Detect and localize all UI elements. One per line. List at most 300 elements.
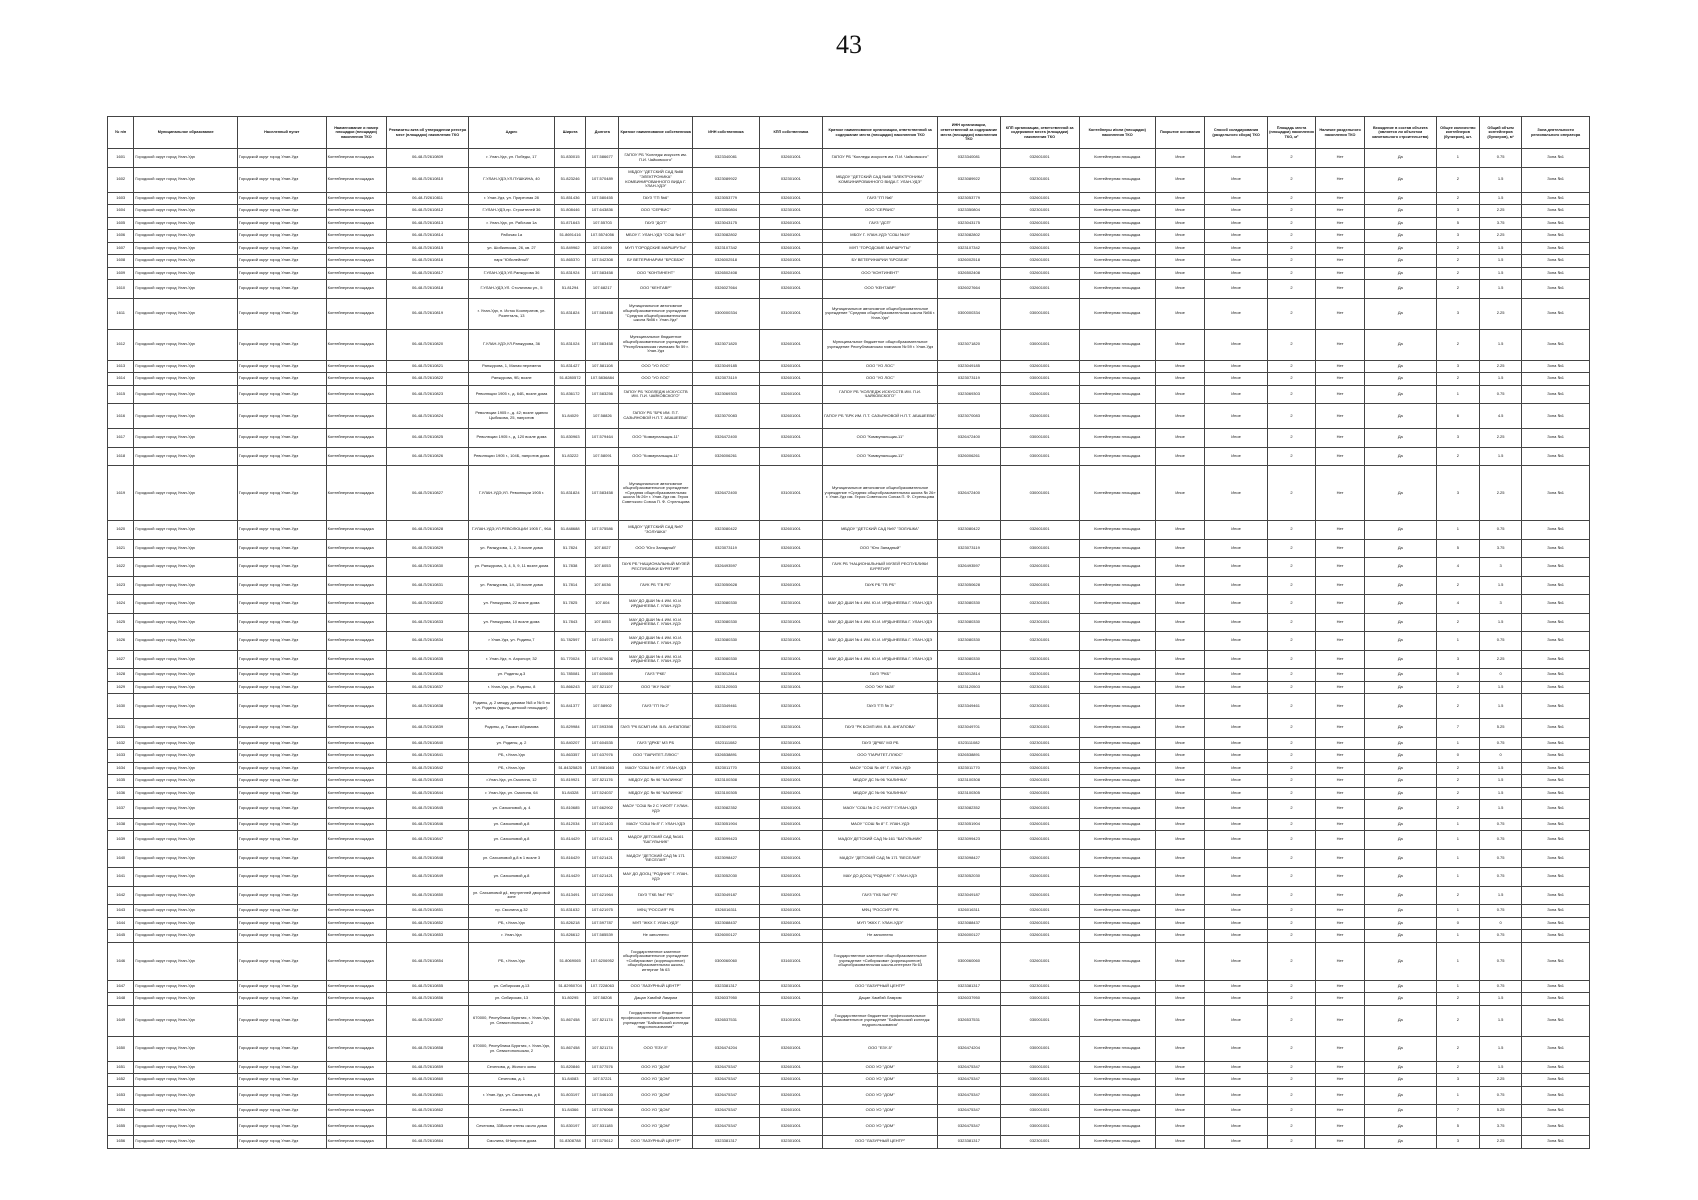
- table-cell: Контейнерная площадка: [1079, 750, 1155, 763]
- table-cell: 06-48-П/2610854: [386, 942, 468, 980]
- table-cell: Городской округ город Улан-Удэ: [134, 681, 238, 694]
- table-cell: 107.583458: [586, 329, 619, 360]
- table-cell: Контейнерная площадка: [1079, 298, 1155, 329]
- table-cell: 030001001: [1000, 429, 1079, 448]
- table-cell: 2.25: [1480, 429, 1522, 448]
- table-cell: МБДОУ "ДЕТСКИЙ САД №97 "ЗОЛУШКА": [619, 521, 693, 540]
- table-cell: Иное: [1155, 242, 1205, 255]
- table-cell: Зона №1: [1522, 1117, 1590, 1136]
- table-row: [108, 818, 1590, 831]
- table-cell: Иное: [1155, 849, 1205, 868]
- table-cell: Нет: [1316, 1105, 1365, 1118]
- table-cell: МУП "ГОРОДСКИЕ МАРШРУТЫ": [619, 242, 693, 255]
- table-cell: 032601001: [1000, 230, 1079, 243]
- table-cell: Иное: [1155, 280, 1205, 299]
- column-header: № п/п: [108, 117, 134, 149]
- table-cell: 06-48-П/2610815: [386, 242, 468, 255]
- table-cell: Нет: [1316, 681, 1365, 694]
- table-cell: 2: [1436, 694, 1479, 719]
- table-cell: Иное: [1155, 942, 1205, 980]
- table-cell: 0323080330: [693, 595, 760, 614]
- table-cell: Контейнерная площадка: [326, 775, 386, 788]
- table-cell: 032601001: [1000, 149, 1079, 168]
- table-cell: 1642: [108, 886, 134, 905]
- table-cell: 032301001: [759, 737, 822, 750]
- table-cell: 107.570489: [586, 167, 619, 192]
- table-cell: Контейнерная площадка: [1079, 242, 1155, 255]
- table-cell: Контейнерная площадка: [326, 831, 386, 850]
- table-row: [108, 1086, 1590, 1105]
- table-cell: Иное: [1155, 192, 1205, 205]
- table-cell: Контейнерная площадка: [326, 613, 386, 632]
- table-cell: 030001001: [1000, 1105, 1079, 1118]
- table-row: [108, 373, 1590, 386]
- table-cell: 107.58902: [586, 694, 619, 719]
- table-cell: 06-48-П/2610850: [386, 886, 468, 905]
- table-cell: ООО УО "ДОМ": [823, 1105, 938, 1118]
- table-cell: Городской округ город Улан-Удэ: [237, 1105, 326, 1118]
- table-cell: ООО "Юго Западный": [823, 539, 938, 558]
- table-cell: 1622: [108, 558, 134, 577]
- table-cell: 107.5981663: [586, 762, 619, 775]
- table-cell: Зона №1: [1522, 762, 1590, 775]
- table-cell: Городской округ город Улан-Удэ: [134, 1005, 238, 1036]
- table-cell: Городской округ город Улан-Удэ: [237, 669, 326, 682]
- table-cell: 3: [1436, 205, 1479, 218]
- table-cell: Зона №1: [1522, 447, 1590, 466]
- table-cell: Иное: [1155, 669, 1205, 682]
- table-cell: 51.816429: [554, 849, 586, 868]
- table-cell: 0323088437: [693, 917, 760, 930]
- table-cell: 1612: [108, 329, 134, 360]
- table-cell: Контейнерная площадка: [1079, 917, 1155, 930]
- table-cell: Городской округ город Улан-Удэ: [237, 217, 326, 230]
- table-cell: Городской округ город Улан-Удэ: [237, 650, 326, 669]
- table-cell: Контейнерная площадка: [1079, 429, 1155, 448]
- table-cell: 2: [1436, 800, 1479, 819]
- table-cell: 032301001: [1000, 719, 1079, 738]
- table-cell: Контейнерная площадка: [326, 217, 386, 230]
- table-cell: 107.621421: [586, 868, 619, 887]
- table-cell: 1641: [108, 868, 134, 887]
- table-cell: Да: [1364, 1061, 1436, 1074]
- table-cell: ООО "ЕЗУ-5": [823, 1036, 938, 1061]
- table-cell: Иное: [1155, 521, 1205, 540]
- table-cell: ГАУЗ "РКБ": [619, 669, 693, 682]
- table-cell: 0323080330: [938, 650, 1000, 669]
- table-cell: 06-48-П/2610819: [386, 298, 468, 329]
- table-cell: ГАУЗ "ГКБ №4" РБ": [823, 886, 938, 905]
- table-cell: 0323088437: [938, 917, 1000, 930]
- table-cell: 2: [1267, 242, 1316, 255]
- table-cell: 2: [1436, 242, 1479, 255]
- table-cell: 032601001: [759, 905, 822, 918]
- table-cell: Городской округ город Улан-Удэ: [134, 775, 238, 788]
- column-header: Площадь места (площадки) накопления ТКО, м²: [1267, 117, 1316, 149]
- table-cell: ул. Сахьяновой, д. 4: [469, 800, 555, 819]
- table-cell: Г.УЛАН-УДЭ,УЛ. Столичная ул., 5: [469, 280, 555, 299]
- table-row: [108, 558, 1590, 577]
- table-cell: Да: [1364, 242, 1436, 255]
- table-cell: 0323381317: [938, 980, 1000, 993]
- table-cell: ГАПОУ РБ "Колледж искусств им. П.И. Чайковского": [619, 149, 693, 168]
- table-cell: 2: [1267, 750, 1316, 763]
- table-row: [108, 993, 1590, 1006]
- table-cell: 0326002518: [938, 255, 1000, 268]
- table-cell: ООО УО "ДОМ": [619, 1074, 693, 1087]
- table-cell: 1631: [108, 719, 134, 738]
- table-cell: 032601001: [1000, 930, 1079, 943]
- table-cell: 032301001: [759, 650, 822, 669]
- table-cell: 032601001: [1000, 267, 1079, 280]
- table-cell: 1607: [108, 242, 134, 255]
- table-cell: 032601001: [759, 886, 822, 905]
- table-cell: Городской округ город Улан-Удэ: [237, 993, 326, 1006]
- table-cell: Иное: [1205, 800, 1267, 819]
- table-cell: Государственное казенное общеобразовательное учреждение «Сибирякова» (коррекционное) общеобразовательная школа-интернат № 63: [823, 942, 938, 980]
- table-cell: 0326002518: [693, 255, 760, 268]
- table-cell: МАДОУ "ДЕТСКИЙ САД № 171 "ВЕСЕЛАЯ": [619, 849, 693, 868]
- table-cell: 032601001: [759, 192, 822, 205]
- table-cell: Городской округ город Улан-Удэ: [134, 267, 238, 280]
- table-cell: Нет: [1316, 868, 1365, 887]
- table-cell: 06-48-П/2610846: [386, 818, 468, 831]
- table-cell: 1.5: [1480, 775, 1522, 788]
- table-cell: 0326474204: [693, 1036, 760, 1061]
- table-cell: 5: [1436, 539, 1479, 558]
- table-cell: 030001001: [1000, 1005, 1079, 1036]
- table-cell: ГАУЗ "ГП № 2": [619, 694, 693, 719]
- table-row: [108, 429, 1590, 448]
- table-cell: 0323049187: [693, 886, 760, 905]
- table-cell: Городской округ город Улан-Удэ: [237, 267, 326, 280]
- table-cell: г. Улан-Удэ: [469, 930, 555, 943]
- table-cell: 107.621403: [586, 818, 619, 831]
- table-cell: 107.7228063: [586, 980, 619, 993]
- table-cell: Контейнерная площадка: [1079, 1061, 1155, 1074]
- table-cell: 1.5: [1480, 447, 1522, 466]
- table-cell: ООО "ЛАЗУРНЫЙ ЦЕНТР": [823, 980, 938, 993]
- table-cell: 51.84328: [554, 787, 586, 800]
- table-cell: 06-48-П/2610822: [386, 373, 468, 386]
- table-cell: 0323107342: [938, 242, 1000, 255]
- table-cell: Городской округ город Улан-Удэ: [134, 980, 238, 993]
- table-cell: Иное: [1205, 447, 1267, 466]
- table-cell: 2: [1267, 539, 1316, 558]
- table-cell: 032601001: [759, 1074, 822, 1087]
- table-cell: ООО УО "ДОМ": [823, 1074, 938, 1087]
- table-cell: 1643: [108, 905, 134, 918]
- table-cell: 032601001: [759, 1086, 822, 1105]
- column-header: Покрытие основания: [1155, 117, 1205, 149]
- table-cell: Нет: [1316, 800, 1365, 819]
- table-cell: Контейнерная площадка: [326, 360, 386, 373]
- table-row: [108, 694, 1590, 719]
- table-cell: Ранжурова, 9Б; возле: [469, 373, 555, 386]
- table-cell: Городской округ город Улан-Удэ: [134, 558, 238, 577]
- table-cell: Контейнерная площадка: [1079, 149, 1155, 168]
- table-cell: Иное: [1205, 192, 1267, 205]
- table-cell: Зона №1: [1522, 831, 1590, 850]
- table-cell: 06-48-П/2610839: [386, 719, 468, 738]
- table-cell: 0326474204: [938, 1036, 1000, 1061]
- table-cell: 0326037950: [938, 993, 1000, 1006]
- table-cell: г. Улан-Удэ, п. Исток Кооператив, ул. Розенталь, 13: [469, 298, 555, 329]
- table-cell: 032601001: [1000, 360, 1079, 373]
- table-cell: 06-48-П/2610851: [386, 905, 468, 918]
- table-cell: 5.25: [1480, 719, 1522, 738]
- table-cell: Контейнерная площадка: [1079, 167, 1155, 192]
- table-cell: Нет: [1316, 1074, 1365, 1087]
- table-cell: МАУ ДО ДООЦ "РОДНИК" Г. УЛАН-УДЭ: [823, 868, 938, 887]
- table-cell: 51.826218: [554, 917, 586, 930]
- table-cell: Городской округ город Улан-Удэ: [134, 886, 238, 905]
- table-cell: 1.5: [1480, 993, 1522, 1006]
- table-cell: Контейнерная площадка: [326, 1074, 386, 1087]
- table-cell: 0323043175: [938, 217, 1000, 230]
- table-cell: ООО "ПАРИТЕТ-ПЛЮС": [619, 750, 693, 763]
- table-cell: Контейнерная площадка: [1079, 1036, 1155, 1061]
- table-cell: Да: [1364, 1117, 1436, 1136]
- table-cell: 0.75: [1480, 521, 1522, 540]
- table-cell: Иное: [1205, 149, 1267, 168]
- table-cell: 06-48-П/2610820: [386, 329, 468, 360]
- table-cell: 032601001: [1000, 905, 1079, 918]
- table-cell: Городской округ город Улан-Удэ: [134, 1074, 238, 1087]
- table-cell: Контейнерная площадка: [326, 930, 386, 943]
- table-cell: БУ ВЕТЕРИНАРИИ "БРСББЖ": [619, 255, 693, 268]
- table-cell: Да: [1364, 404, 1436, 429]
- table-cell: 06-48-П/2610855: [386, 980, 468, 993]
- table-cell: 2: [1436, 1061, 1479, 1074]
- table-cell: Зона №1: [1522, 373, 1590, 386]
- table-row: [108, 905, 1590, 918]
- table-cell: 031001001: [759, 466, 822, 521]
- table-cell: 2: [1267, 930, 1316, 943]
- table-cell: Иное: [1205, 385, 1267, 404]
- table-cell: Да: [1364, 280, 1436, 299]
- table-cell: Городской округ город Улан-Удэ: [134, 217, 238, 230]
- table-cell: 032601001: [1000, 831, 1079, 850]
- table-cell: Да: [1364, 1086, 1436, 1105]
- table-cell: Да: [1364, 373, 1436, 386]
- table-cell: Зона №1: [1522, 719, 1590, 738]
- table-cell: Контейнерная площадка: [326, 632, 386, 651]
- table-cell: Нет: [1316, 1117, 1365, 1136]
- table-cell: МАДОУ ДЕТСКИЙ САД №161 "БАГУЛЬНИК": [619, 831, 693, 850]
- table-cell: Городской округ город Улан-Удэ: [237, 750, 326, 763]
- table-cell: 0.75: [1480, 632, 1522, 651]
- table-cell: 107.597787: [586, 917, 619, 930]
- table-cell: Зона №1: [1522, 775, 1590, 788]
- table-cell: 2: [1267, 681, 1316, 694]
- table-cell: Контейнерная площадка: [1079, 831, 1155, 850]
- table-cell: Да: [1364, 613, 1436, 632]
- table-cell: Зона №1: [1522, 558, 1590, 577]
- table-cell: Контейнерная площадка: [326, 1117, 386, 1136]
- table-cell: Контейнерная площадка: [1079, 558, 1155, 577]
- table-cell: 1: [1436, 930, 1479, 943]
- table-row: [108, 329, 1590, 360]
- table-cell: Городской округ город Улан-Удэ: [237, 942, 326, 980]
- table-cell: 06-48-П/2610863: [386, 1117, 468, 1136]
- table-cell: Муниципальное бюджетное общеобразовательное учреждение Республиканская гимназия № 59 г. Улан-Удэ: [823, 329, 938, 360]
- table-cell: ул. Сахьяновой д.8: [469, 868, 555, 887]
- table-cell: Иное: [1155, 831, 1205, 850]
- table-cell: 3: [1436, 650, 1479, 669]
- table-cell: парк "Юбилейный": [469, 255, 555, 268]
- table-cell: МАУ ДО ДШИ № 4 ИМ. Ю.И. ИРДЫНЕЕВА Г. УЛАН-УДЭ: [619, 632, 693, 651]
- table-cell: Городской округ город Улан-Удэ: [134, 632, 238, 651]
- table-cell: Контейнерная площадка: [326, 750, 386, 763]
- table-cell: 1650: [108, 1036, 134, 1061]
- table-cell: Иное: [1205, 886, 1267, 905]
- table-cell: 2: [1436, 681, 1479, 694]
- table-cell: 51.785081: [554, 669, 586, 682]
- table-row: [108, 242, 1590, 255]
- table-cell: 2: [1267, 1061, 1316, 1074]
- table-cell: Контейнерная площадка: [326, 429, 386, 448]
- table-cell: Контейнерная площадка: [1079, 192, 1155, 205]
- table-cell: Да: [1364, 650, 1436, 669]
- table-cell: Иное: [1155, 1061, 1205, 1074]
- table-row: [108, 1117, 1590, 1136]
- table-cell: Иное: [1205, 681, 1267, 694]
- table-cell: Контейнерная площадка: [1079, 930, 1155, 943]
- table-cell: 0323340081: [938, 149, 1000, 168]
- table-cell: 2: [1267, 775, 1316, 788]
- table-cell: Иное: [1155, 167, 1205, 192]
- table-row: [108, 737, 1590, 750]
- table-cell: ООО "ЕЗУ-5": [619, 1036, 693, 1061]
- table-cell: 06-48-П/2610837: [386, 681, 468, 694]
- table-cell: 032601001: [1000, 775, 1079, 788]
- table-row: [108, 298, 1590, 329]
- table-cell: 030001001: [1000, 1036, 1079, 1061]
- table-cell: Контейнерная площадка: [1079, 466, 1155, 521]
- table-cell: 0323350804: [938, 205, 1000, 218]
- table-cell: Государственное бюджетное профессиональное образовательное учреждение "Байкальский колледж недропользования": [619, 1005, 693, 1036]
- table-cell: Городской округ город Улан-Удэ: [134, 942, 238, 980]
- table-cell: Городской округ город Улан-Удэ: [134, 1136, 238, 1149]
- table-cell: 1.5: [1480, 694, 1522, 719]
- column-header: Наличие раздельного накопления ТКО: [1316, 117, 1365, 149]
- table-cell: ООО "Коммунальщик-11": [619, 429, 693, 448]
- table-cell: Да: [1364, 632, 1436, 651]
- table-cell: 032301001: [1000, 167, 1079, 192]
- table-cell: РБ, г.Улан-Удэ: [469, 942, 555, 980]
- table-cell: Городской округ город Улан-Удэ: [237, 1036, 326, 1061]
- table-cell: 0323080330: [938, 613, 1000, 632]
- table-cell: Зона №1: [1522, 205, 1590, 218]
- table-cell: ООО "ЛАЗУРНЫЙ ЦЕНТР": [823, 1136, 938, 1149]
- table-cell: Контейнерная площадка: [1079, 737, 1155, 750]
- table-cell: 032601001: [759, 818, 822, 831]
- table-cell: 0326475347: [938, 1105, 1000, 1118]
- table-cell: 0: [1436, 669, 1479, 682]
- table-cell: 3.75: [1480, 217, 1522, 230]
- table-cell: Городской округ город Улан-Удэ: [134, 521, 238, 540]
- table-cell: Иное: [1205, 267, 1267, 280]
- table-cell: Да: [1364, 539, 1436, 558]
- table-cell: Городской округ город Улан-Удэ: [237, 558, 326, 577]
- table-row: [108, 576, 1590, 595]
- table-cell: МАУ ДО ДШИ № 4 ИМ. Ю.И. ИРДЫНЕЕВА Г. УЛАН-УДЭ: [619, 613, 693, 632]
- table-cell: 2: [1267, 1117, 1316, 1136]
- table-cell: Да: [1364, 298, 1436, 329]
- table-cell: Иное: [1155, 800, 1205, 819]
- table-row: [108, 230, 1590, 243]
- table-cell: 06-48-П/2610811: [386, 192, 468, 205]
- table-cell: 1: [1436, 818, 1479, 831]
- table-cell: Контейнерная площадка: [326, 205, 386, 218]
- table-cell: Контейнерная площадка: [1079, 521, 1155, 540]
- table-cell: Контейнерная площадка: [326, 868, 386, 887]
- table-cell: 031001001: [759, 298, 822, 329]
- column-header: Общее количество контейнеров (бункеров), шт.: [1436, 117, 1479, 149]
- column-header: ИНН организации, ответственной за содержание места (площадки) накопления ТКО: [938, 117, 1000, 149]
- column-header: Способ складирования (раздельного сбора) ТКО: [1205, 117, 1267, 149]
- table-cell: Зона №1: [1522, 905, 1590, 918]
- table-cell: 0323089922: [693, 167, 760, 192]
- table-cell: 107.521174: [586, 1005, 619, 1036]
- table-cell: г. Улан-Удэ, ул. Приречная 28: [469, 192, 555, 205]
- table-cell: Зона №1: [1522, 539, 1590, 558]
- table-cell: Иное: [1205, 993, 1267, 1006]
- table-cell: Городской округ город Улан-Удэ: [134, 360, 238, 373]
- table-cell: Городской округ город Улан-Удэ: [237, 298, 326, 329]
- table-cell: Дацан Хамбэй Ламрим: [823, 993, 938, 1006]
- table-cell: 06-48-П/2610830: [386, 558, 468, 577]
- table-cell: 7: [1436, 1105, 1479, 1118]
- table-cell: 7: [1436, 719, 1479, 738]
- table-cell: 06-48-П/2610857: [386, 1005, 468, 1036]
- table-cell: Революции 1905 г., 104Б, напротив дома: [469, 447, 555, 466]
- table-cell: 2: [1436, 329, 1479, 360]
- table-cell: Иное: [1205, 930, 1267, 943]
- table-cell: Зона №1: [1522, 521, 1590, 540]
- table-cell: Зона №1: [1522, 217, 1590, 230]
- table-cell: Контейнерная площадка: [326, 149, 386, 168]
- table-cell: 1653: [108, 1086, 134, 1105]
- table-cell: Сеченова, 33Возле стены около дома: [469, 1117, 555, 1136]
- table-cell: Да: [1364, 576, 1436, 595]
- table-cell: 107.58208: [586, 993, 619, 1006]
- table-cell: 0.75: [1480, 1086, 1522, 1105]
- table-row: [108, 917, 1590, 930]
- table-cell: МФЦ "РОССИЯ" РБ: [619, 905, 693, 918]
- table-cell: Городской округ город Улан-Удэ: [134, 719, 238, 738]
- table-cell: Иное: [1155, 429, 1205, 448]
- table-cell: Иное: [1155, 632, 1205, 651]
- table-cell: Да: [1364, 818, 1436, 831]
- table-cell: 670000, Республика Бурятия, г. Улан-Удэ, ул. Севастопольская, 2: [469, 1005, 555, 1036]
- table-cell: 3: [1480, 558, 1522, 577]
- table-cell: 06-48-П/2610832: [386, 595, 468, 614]
- table-cell: г. Улан-Удэ, п. Аэропорт, 32: [469, 650, 555, 669]
- table-cell: Городской округ город Улан-Удэ: [134, 385, 238, 404]
- table-cell: Иное: [1155, 681, 1205, 694]
- table-cell: Городской округ город Улан-Удэ: [134, 800, 238, 819]
- table-cell: 0323100305: [693, 787, 760, 800]
- table-cell: 2: [1436, 886, 1479, 905]
- table-cell: 1.5: [1480, 255, 1522, 268]
- table-cell: Контейнерная площадка: [326, 466, 386, 521]
- table-cell: 2: [1267, 905, 1316, 918]
- table-cell: Контейнерная площадка: [1079, 719, 1155, 738]
- table-cell: Контейнерная площадка: [326, 447, 386, 466]
- table-cell: Зона №1: [1522, 917, 1590, 930]
